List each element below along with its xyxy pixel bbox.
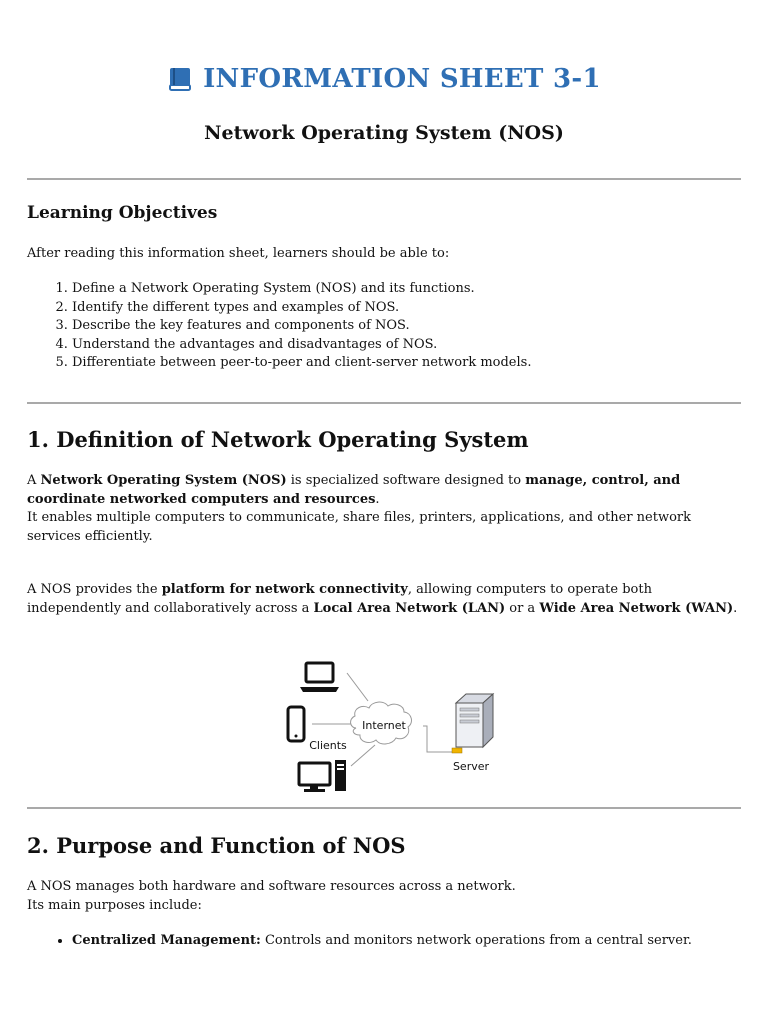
definition-paragraph: A Network Operating System (NOS) is specialized software designed to manage, control, and coordinate networked computers and resources. It enables multiple computers to communicate, share files, printers, applications, and other network services efficiently. (27, 473, 692, 544)
server-icon (452, 694, 493, 753)
purpose-intro: A NOS manages both hardware and software resources across a network. Its main purposes include: (27, 879, 516, 913)
list-item: 3. Describe the key features and components of NOS. (72, 317, 752, 336)
client-server-diagram (280, 655, 500, 797)
list-item: 4. Understand the advantages and disadvantages of NOS. (72, 336, 752, 355)
term-wan: Wide Area Network (WAN) (539, 600, 734, 616)
book-icon (167, 66, 193, 92)
list-item: 1. Define a Network Operating System (NOS) and its functions. (72, 280, 752, 299)
divider (27, 402, 741, 404)
desktop-icon (299, 760, 346, 792)
list-item: • Centralized Management: Controls and monitors network operations from a central server. (72, 932, 737, 951)
laptop-icon (300, 663, 339, 692)
page-subtitle: Network Operating System (NOS) (204, 122, 564, 144)
objectives-heading: Learning Objectives (27, 203, 218, 223)
term-platform: platform for network connectivity (161, 582, 408, 597)
term-lan: Local Area Network (LAN) (313, 600, 506, 616)
divider (27, 807, 741, 809)
term-manage: manage, control, and coordinate networked computers and resources (27, 473, 681, 507)
section2-heading: 2. Purpose and Function of NOS (27, 833, 406, 858)
title-row (0, 64, 768, 94)
objectives-intro: After reading this information sheet, learners should be able to: (27, 246, 450, 261)
phone-icon (288, 707, 304, 741)
term-nos: Network Operating System (NOS) (40, 473, 287, 488)
list-item: 2. Identify the different types and examples of NOS. (72, 299, 752, 318)
server-label: Server (452, 760, 490, 773)
clients-label: Clients (309, 739, 347, 752)
objectives-list (27, 280, 752, 373)
list-item: 5. Differentiate between peer-to-peer and client-server network models. (72, 354, 752, 373)
divider (27, 178, 741, 180)
platform-paragraph: A NOS provides the platform for network connectivity, allowing computers to operate both independently and collaboratively across a Local Area Network (LAN) or a Wide Area Network (WAN). (27, 582, 738, 616)
page-title: INFORMATION SHEET 3-1 (203, 64, 601, 94)
section1-heading: 1. Definition of Network Operating System (27, 427, 529, 452)
internet-label: Internet (362, 719, 406, 732)
purposes-list (27, 932, 737, 951)
